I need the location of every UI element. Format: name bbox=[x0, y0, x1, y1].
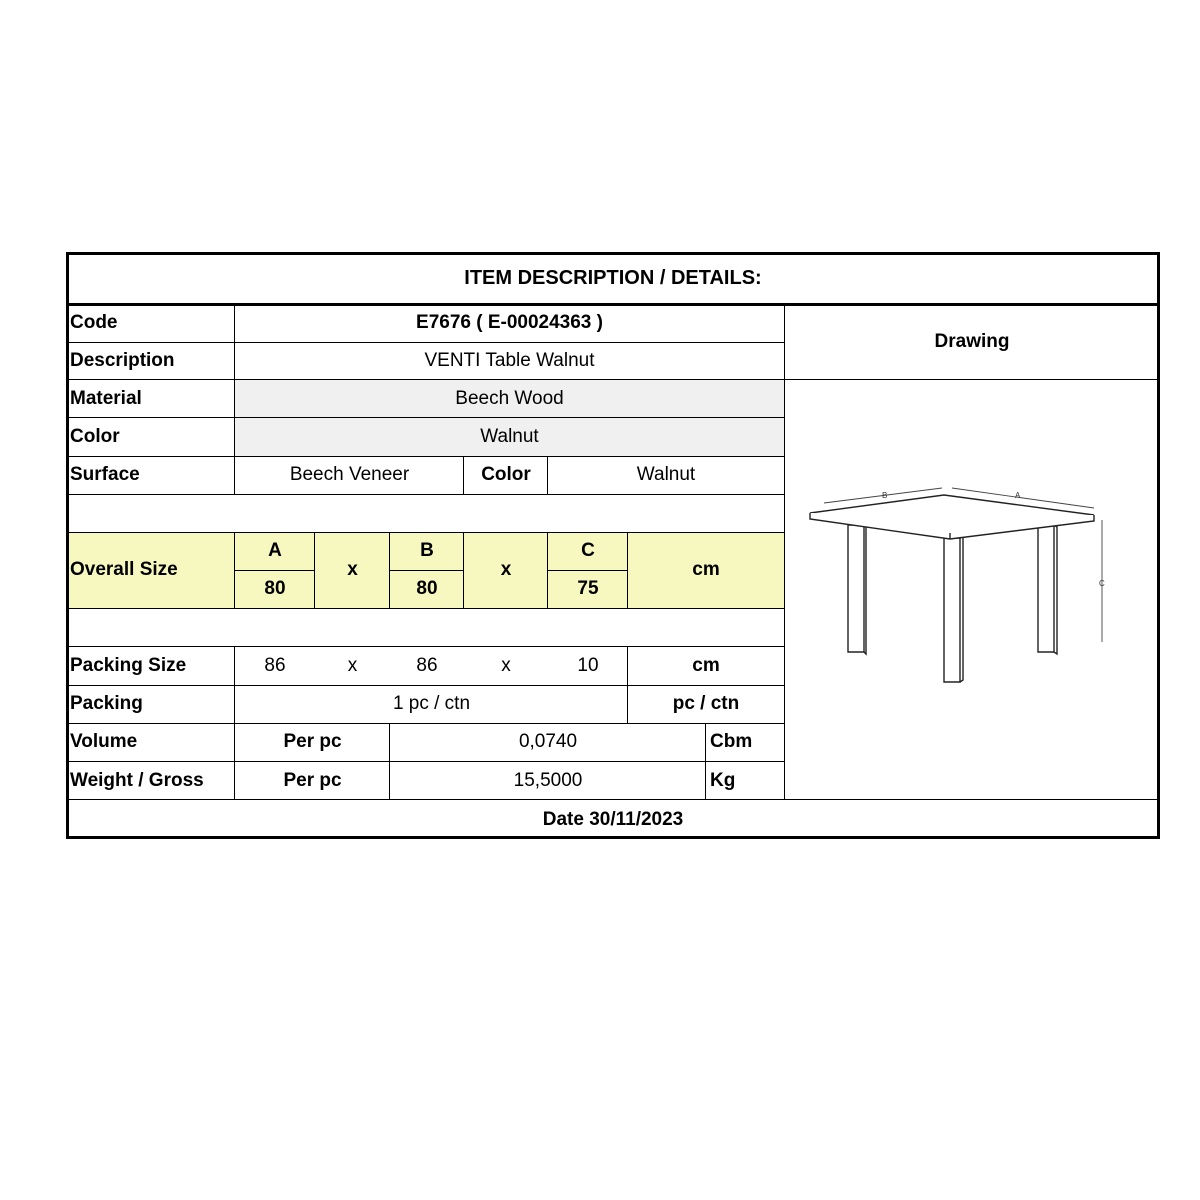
overall-size-label: Overall Size bbox=[70, 559, 178, 580]
volume-per: Per pc bbox=[283, 731, 342, 752]
item-details-sheet bbox=[66, 252, 1160, 839]
packing-size-a: 86 bbox=[264, 655, 286, 676]
dimension-label-b: B bbox=[882, 491, 888, 500]
overall-sep-2: x bbox=[500, 559, 512, 580]
volume-value: 0,0740 bbox=[518, 731, 578, 752]
packing-sep-2: x bbox=[501, 655, 511, 676]
overall-c-label: C bbox=[581, 540, 595, 561]
packing-unit: pc / ctn bbox=[672, 693, 740, 714]
drawing-label: Drawing bbox=[934, 331, 1010, 352]
packing-size-unit: cm bbox=[692, 655, 720, 676]
weight-label: Weight / Gross bbox=[70, 769, 204, 791]
overall-c-value: 75 bbox=[577, 578, 599, 599]
overall-b-value: 80 bbox=[416, 578, 438, 599]
code-label: Code bbox=[70, 312, 118, 333]
overall-a-value: 80 bbox=[264, 578, 286, 599]
dimension-label-a: A bbox=[1015, 491, 1021, 500]
color-label: Color bbox=[70, 426, 120, 447]
material-value: Beech Wood bbox=[455, 388, 564, 409]
surface-value: Beech Veneer bbox=[289, 464, 410, 485]
surface-color-label: Color bbox=[481, 464, 531, 485]
table-frame bbox=[66, 252, 1160, 839]
packing-size-c: 10 bbox=[577, 655, 599, 676]
packing-label: Packing bbox=[70, 693, 143, 714]
weight-unit: Kg bbox=[710, 769, 736, 791]
description-label: Description bbox=[70, 350, 175, 371]
material-label: Material bbox=[70, 388, 142, 409]
surface-color-value: Walnut bbox=[636, 464, 696, 485]
details-title: ITEM DESCRIPTION / DETAILS: bbox=[464, 266, 762, 289]
weight-per: Per pc bbox=[283, 769, 342, 791]
packing-sep-1: x bbox=[347, 655, 358, 676]
description-value: VENTI Table Walnut bbox=[424, 350, 595, 371]
color-value: Walnut bbox=[480, 426, 539, 447]
volume-unit: Cbm bbox=[710, 731, 753, 752]
overall-a-label: A bbox=[268, 540, 282, 561]
packing-size-label: Packing Size bbox=[70, 655, 187, 676]
overall-size-unit: cm bbox=[692, 559, 720, 580]
dimension-label-c: C bbox=[1099, 579, 1105, 588]
volume-label: Volume bbox=[70, 731, 138, 752]
packing-size-b: 86 bbox=[416, 655, 438, 676]
overall-sep-1: x bbox=[347, 559, 358, 580]
code-value: E7676 ( E-00024363 ) bbox=[416, 312, 603, 333]
surface-label: Surface bbox=[70, 464, 140, 485]
packing-value: 1 pc / ctn bbox=[392, 693, 471, 714]
footer-date: Date 30/11/2023 bbox=[542, 808, 684, 830]
weight-value: 15,5000 bbox=[513, 769, 583, 791]
overall-b-label: B bbox=[420, 540, 434, 561]
